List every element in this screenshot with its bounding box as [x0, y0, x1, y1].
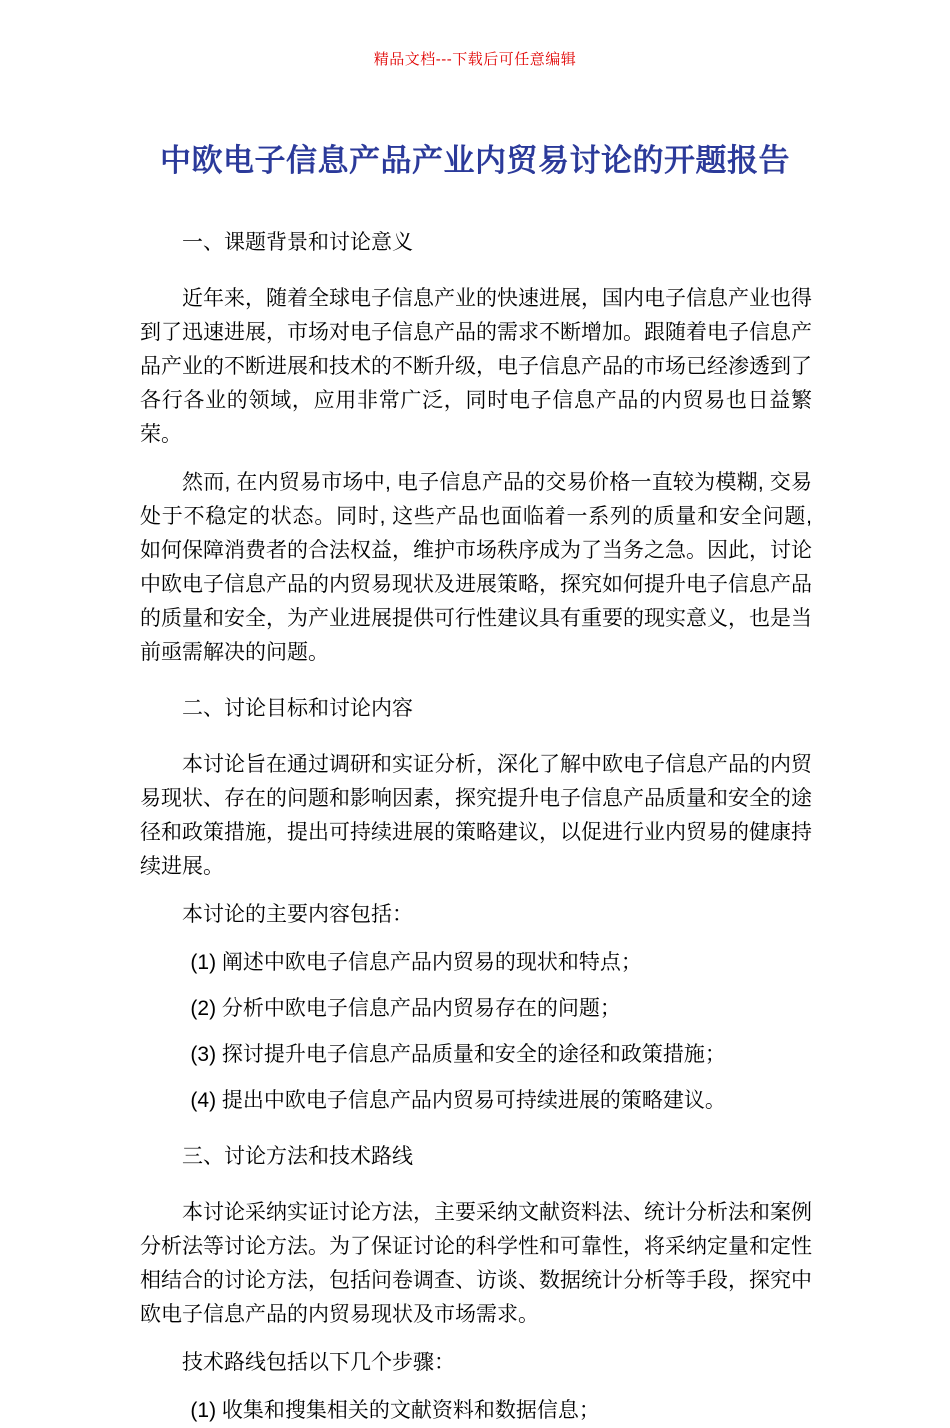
section-heading: 一、课题背景和讨论意义	[182, 231, 413, 254]
paragraph: 技术路线包括以下几个步骤：	[182, 1351, 455, 1374]
section-heading: 二、讨论目标和讨论内容	[182, 697, 413, 720]
section-background	[140, 226, 812, 670]
page-title: 中欧电子信息产品产业内贸易讨论的开题报告	[160, 143, 790, 178]
paragraph: 本讨论的主要内容包括：	[182, 903, 413, 926]
section-methods	[140, 1140, 812, 1428]
section-heading: 三、讨论方法和技术路线	[182, 1145, 413, 1168]
list-item: (2) 分析中欧电子信息产品内贸易存在的问题；	[190, 997, 621, 1020]
list-item: (3) 探讨提升电子信息产品质量和安全的途径和政策措施；	[190, 1043, 726, 1066]
list-item: (4) 提出中欧电子信息产品内贸易可持续进展的策略建议。	[190, 1089, 726, 1112]
section-goals	[140, 692, 812, 1118]
paragraph: 近年来，随着全球电子信息产业的快速进展，国内电子信息产业也得到了迅速进展，市场对电子信息产品的需求不断增加。跟随着电子信息产品产业的不断进展和技术的不断升级，电子信息产品的市场已经渗透到了各行各业的领域，应用非常广泛，同时电子信息产品的内贸易也日益繁荣。	[140, 287, 812, 446]
document-body	[140, 226, 812, 1428]
paragraph: 本讨论旨在通过调研和实证分析，深化了解中欧电子信息产品的内贸易现状、存在的问题和影响因素，探究提升电子信息产品质量和安全的途径和政策措施，提出可持续进展的策略建议，以促进行业内贸易的健康持续进展。	[140, 753, 812, 878]
list-item: (1) 阐述中欧电子信息产品内贸易的现状和特点；	[190, 951, 642, 974]
list-item: (1) 收集和搜集相关的文献资料和数据信息；	[190, 1399, 600, 1422]
paragraph: 本讨论采纳实证讨论方法，主要采纳文献资料法、统计分析法和案例分析法等讨论方法。为了保证讨论的科学性和可靠性，将采纳定量和定性相结合的讨论方法，包括问卷调查、访谈、数据统计分析等手段，探究中欧电子信息产品的内贸易现状及市场需求。	[140, 1201, 812, 1326]
paragraph: 然而, 在内贸易市场中, 电子信息产品的交易价格一直较为模糊, 交易处于不稳定的状态。同时, 这些产品也面临着一系列的质量和安全问题, 如何保障消费者的合法权益，维护市场秩序成为了当务之急。因此，讨论中欧电子信息产品的内贸易现状及进展策略，探究如何提升电子信息产品的质量和安全，为产业进展提供可行性建议具有重要的现实意义，也是当前亟需解决的问题。	[140, 471, 812, 664]
watermark-text: 精品文档---下载后可任意编辑	[373, 51, 577, 68]
